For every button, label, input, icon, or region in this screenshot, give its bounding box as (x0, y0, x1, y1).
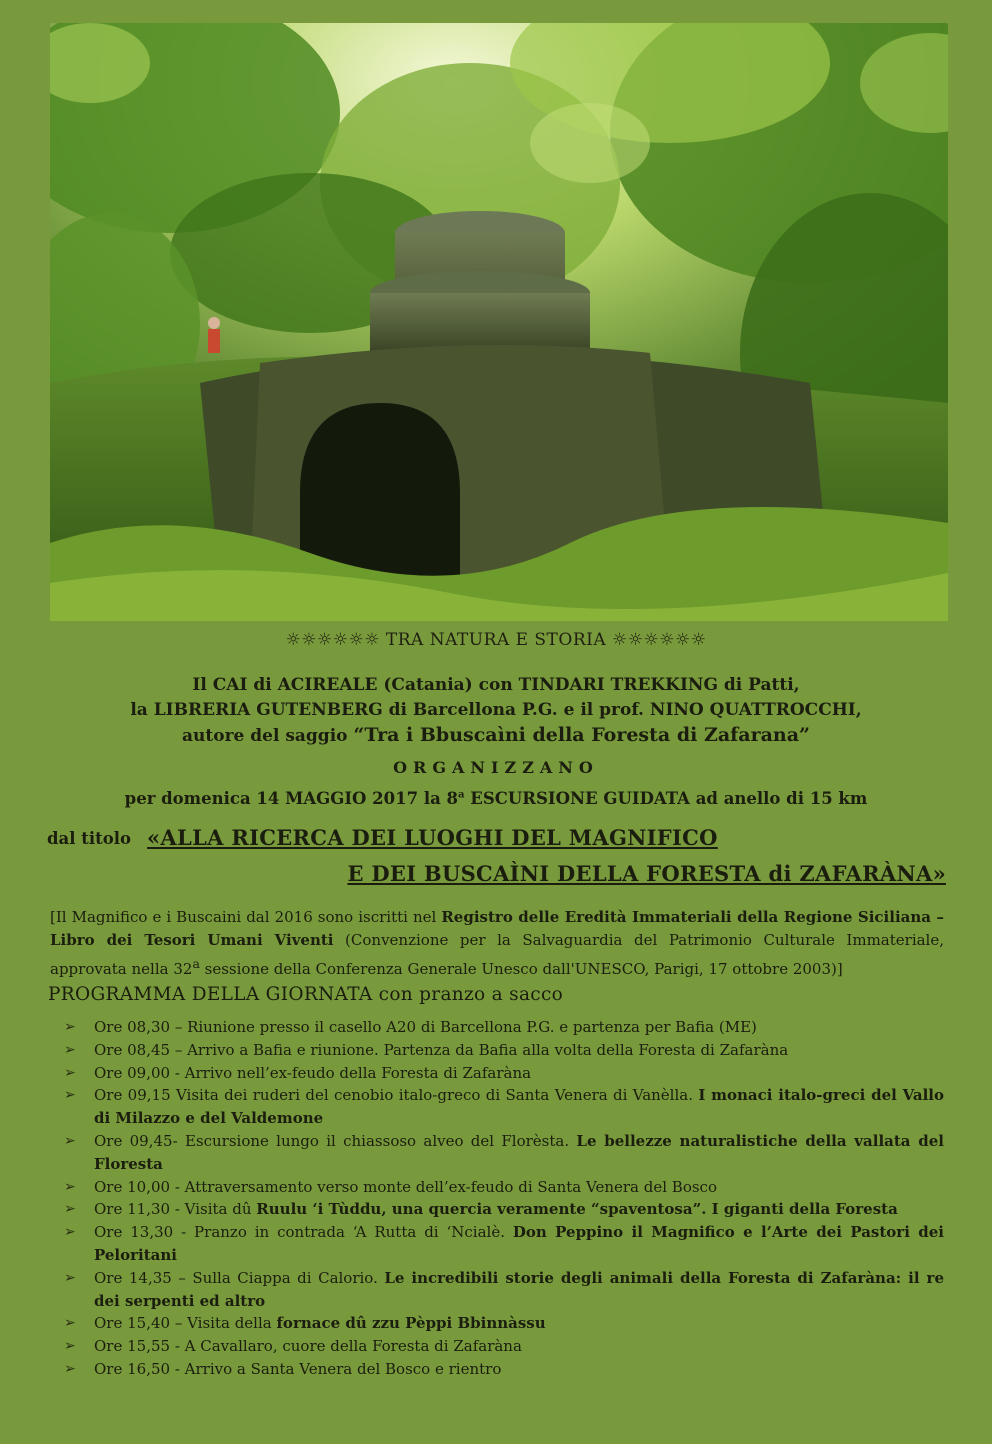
organizzano-heading: ORGANIZZANO (393, 758, 599, 777)
program-item (64, 1016, 944, 1039)
organizers-line-3 (0, 723, 992, 749)
program-item-highlight: I monaci italo-greci del Vallo di Milazzo e del Valdemone (94, 1086, 944, 1128)
arrow-bullet-icon: ➢ (64, 1041, 76, 1058)
subtitle-tra-natura-e-storia: ☼☼☼☼☼☼ TRA NATURA E STORIA ☼☼☼☼☼☼ (285, 630, 707, 650)
program-item-highlight: Le bellezze naturalistiche della vallata del Floresta (94, 1131, 944, 1173)
program-item (64, 1130, 944, 1176)
program-item-text: Ore 09,00 - Arrivo nell’ex-feudo della Foresta di Zafaràna (94, 1063, 532, 1082)
arrow-bullet-icon: ➢ (64, 1087, 76, 1104)
arrow-bullet-icon: ➢ (64, 1019, 76, 1035)
program-item (64, 1358, 944, 1381)
program-list (64, 1016, 944, 1381)
program-item-text: Ore 16,50 - Arrivo a Santa Venera del Bosco e rientro (94, 1359, 502, 1378)
arrow-bullet-icon: ➢ (64, 1178, 76, 1195)
program-item (64, 1221, 944, 1267)
organizers-block (0, 673, 992, 749)
program-item-highlight: Ruulu ‘i Tùddu, una quercia veramente “spaventosa”. I giganti della Foresta (256, 1200, 898, 1219)
arrow-bullet-icon: ➢ (64, 1315, 76, 1332)
program-item (64, 1267, 944, 1313)
program-item-text: Ore 09,15 Visita dei ruderi del cenobio italo-greco di Santa Venera di Vanèlla. (94, 1086, 699, 1105)
program-item-text: Ore 08,45 – Arrivo a Bafia e riunione. Partenza da Bafia alla volta della Foresta di Zafaràna (94, 1040, 789, 1059)
arrow-bullet-icon: ➢ (64, 1064, 76, 1081)
forest-ruins-illustration (50, 23, 948, 621)
heritage-note (50, 906, 944, 981)
arrow-bullet-icon: ➢ (64, 1269, 76, 1286)
title-label: dal titolo (47, 829, 132, 848)
arrow-bullet-icon: ➢ (64, 1132, 76, 1149)
program-item-text: Ore 09,45- Escursione lungo il chiassoso alveo del Florèsta. (94, 1131, 577, 1150)
program-item (64, 1176, 944, 1199)
program-item-text: Ore 10,00 - Attraversamento verso monte dell’ex-feudo di Santa Venera del Bosco (94, 1177, 717, 1196)
program-item-text: Ore 13,30 - Pranzo in contrada ‘A Rutta di ‘Ncialè. (94, 1223, 513, 1242)
program-item-text: Ore 11,30 - Visita dû (94, 1200, 257, 1219)
note-sup: a (192, 956, 200, 971)
program-item (64, 1335, 944, 1358)
note-part-2: (Convenzione per la Salvaguardia del Patrimonio Culturale Immateriale, approvata nella 32 (50, 931, 944, 978)
date-line-post: ESCURSIONE GUIDATA ad anello di 15 km (464, 789, 868, 808)
program-item (64, 1198, 944, 1221)
organizers-line-2: la LIBRERIA GUTENBERG di Barcellona P.G. e il prof. NINO QUATTROCCHI, (130, 700, 862, 720)
arrow-bullet-icon: ➢ (64, 1224, 76, 1241)
note-part-3: sessione della Conferenza Generale Unesco dall'UNESCO, Parigi, 17 ottobre 2003)] (199, 960, 843, 978)
date-line-sup: a (458, 789, 465, 801)
event-title-line-2: E DEI BUSCAÌNI DELLA FORESTA di ZAFARÀNA» (347, 861, 946, 886)
program-item-highlight: fornace dû zzu Pèppi Bbinnàssu (276, 1314, 546, 1333)
program-item-text: Ore 15,40 – Visita della (94, 1314, 277, 1333)
organizers-line-1: Il CAI di ACIREALE (Catania) con TINDARI TREKKING di Patti, (192, 675, 800, 695)
program-item-highlight: Le incredibili storie degli animali della Foresta di Zafaràna: il re dei serpenti ed altro (94, 1268, 944, 1310)
program-item-text: Ore 08,30 – Riunione presso il casello A20 di Barcellona P.G. e partenza per Bafia (ME) (94, 1018, 757, 1036)
note-part-1: [Il Magnifico e i Buscaini dal 2016 sono iscritti nel (50, 908, 442, 926)
book-title: “Tra i Bbuscaìni della Foresta di Zafarana” (353, 724, 810, 746)
event-date-line (0, 789, 992, 808)
arrow-bullet-icon: ➢ (64, 1338, 76, 1355)
forest-ruins-photo (50, 23, 948, 621)
organizers-line-3-pre: autore del saggio (182, 726, 354, 746)
program-item (64, 1084, 944, 1130)
arrow-bullet-icon: ➢ (64, 1201, 76, 1218)
program-item (64, 1312, 944, 1335)
program-item-text: Ore 15,55 - A Cavallaro, cuore della Foresta di Zafaràna (94, 1337, 522, 1356)
event-title-line-1: «ALLA RICERCA DEI LUOGHI DEL MAGNIFICO (147, 825, 718, 850)
date-line-pre: per domenica 14 MAGGIO 2017 la 8 (124, 789, 459, 808)
program-item (64, 1039, 944, 1062)
program-title: PROGRAMMA DELLA GIORNATA con pranzo a sacco (48, 984, 564, 1005)
arrow-bullet-icon: ➢ (64, 1360, 76, 1377)
program-item-text: Ore 14,35 – Sulla Ciappa di Calorio. (94, 1268, 385, 1287)
program-item-highlight: Don Peppino il Magnifico e l’Arte dei Pastori dei Peloritani (94, 1223, 944, 1264)
note-registry: Registro delle Eredità Immateriali della Regione Siciliana – Libro dei Tesori Umani Viventi (50, 908, 944, 949)
program-item (64, 1062, 944, 1085)
